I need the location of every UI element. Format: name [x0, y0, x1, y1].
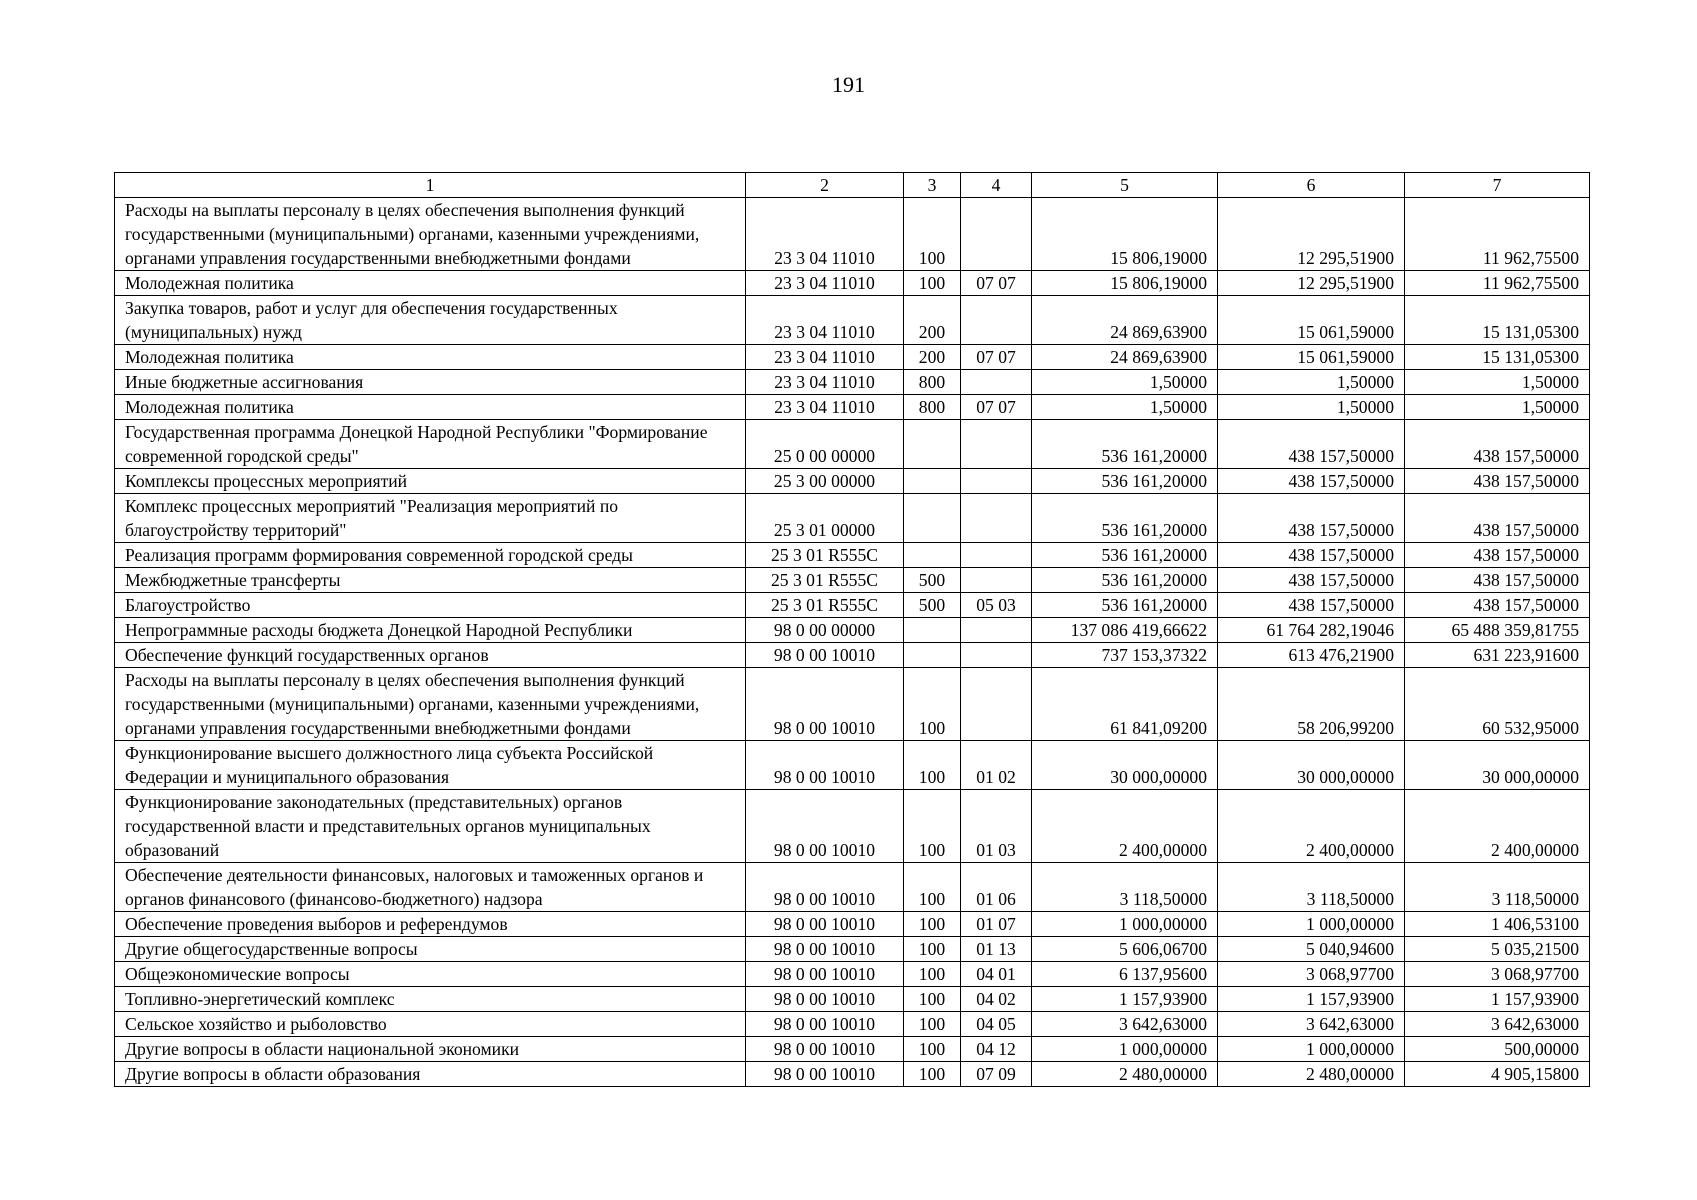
- row-value-7: 438 157,50000: [1405, 469, 1590, 494]
- table-row: [115, 469, 1590, 494]
- row-value-5: 536 161,20000: [1032, 543, 1218, 568]
- row-section: [961, 198, 1032, 271]
- row-expense-type: 800: [904, 370, 961, 395]
- row-section: 07 07: [961, 395, 1032, 420]
- row-value-7: 30 000,00000: [1405, 741, 1590, 790]
- row-value-7: 438 157,50000: [1405, 420, 1590, 469]
- row-name: Другие общегосударственные вопросы: [115, 937, 746, 962]
- row-expense-type: 100: [904, 937, 961, 962]
- header-col-6: 6: [1218, 173, 1405, 198]
- row-value-7: 3 068,97700: [1405, 962, 1590, 987]
- row-value-7: 60 532,95000: [1405, 668, 1590, 741]
- table-row: [115, 987, 1590, 1012]
- row-value-7: 5 035,21500: [1405, 937, 1590, 962]
- row-value-6: 2 400,00000: [1218, 790, 1405, 863]
- row-target-code: 98 0 00 10010: [746, 987, 904, 1012]
- row-target-code: 98 0 00 10010: [746, 643, 904, 668]
- row-name: Реализация программ формирования современной городской среды: [115, 543, 746, 568]
- row-section: 04 05: [961, 1012, 1032, 1037]
- row-name: Молодежная политика: [115, 345, 746, 370]
- table-row: [115, 1012, 1590, 1037]
- row-target-code: 23 3 04 11010: [746, 395, 904, 420]
- row-value-5: 1 000,00000: [1032, 912, 1218, 937]
- row-target-code: 98 0 00 10010: [746, 962, 904, 987]
- row-expense-type: [904, 420, 961, 469]
- row-target-code: 98 0 00 10010: [746, 912, 904, 937]
- header-col-5: 5: [1032, 173, 1218, 198]
- row-name: Непрограммные расходы бюджета Донецкой Народной Республики: [115, 618, 746, 643]
- row-section: 01 03: [961, 790, 1032, 863]
- row-value-5: 1 000,00000: [1032, 1037, 1218, 1062]
- row-expense-type: [904, 543, 961, 568]
- row-expense-type: 100: [904, 987, 961, 1012]
- header-row: [115, 173, 1590, 198]
- row-expense-type: 100: [904, 863, 961, 912]
- row-expense-type: [904, 469, 961, 494]
- row-section: [961, 370, 1032, 395]
- row-expense-type: 100: [904, 790, 961, 863]
- row-name: Топливно-энергетический комплекс: [115, 987, 746, 1012]
- row-value-6: 1,50000: [1218, 370, 1405, 395]
- table-row: [115, 271, 1590, 296]
- table-row: [115, 296, 1590, 345]
- table-row: [115, 543, 1590, 568]
- row-section: [961, 543, 1032, 568]
- row-section: 01 02: [961, 741, 1032, 790]
- table-row: [115, 198, 1590, 271]
- row-section: 04 01: [961, 962, 1032, 987]
- row-expense-type: 100: [904, 271, 961, 296]
- row-value-6: 15 061,59000: [1218, 345, 1405, 370]
- row-name: Комплекс процессных мероприятий "Реализация мероприятий по благоустройству территорий": [115, 494, 746, 543]
- row-name: Обеспечение деятельности финансовых, налоговых и таможенных органов и органов финансового (финансово-бюджетного) надзора: [115, 863, 746, 912]
- table-row: [115, 1062, 1590, 1087]
- row-value-5: 6 137,95600: [1032, 962, 1218, 987]
- row-value-5: 536 161,20000: [1032, 593, 1218, 618]
- row-target-code: 25 3 01 R555С: [746, 543, 904, 568]
- row-target-code: 25 3 01 R555С: [746, 568, 904, 593]
- row-value-7: 631 223,91600: [1405, 643, 1590, 668]
- row-target-code: 98 0 00 00000: [746, 618, 904, 643]
- row-section: [961, 469, 1032, 494]
- row-name: Обеспечение проведения выборов и референдумов: [115, 912, 746, 937]
- row-value-5: 1,50000: [1032, 395, 1218, 420]
- row-value-7: 1,50000: [1405, 395, 1590, 420]
- row-name: Другие вопросы в области национальной экономики: [115, 1037, 746, 1062]
- row-value-6: 2 480,00000: [1218, 1062, 1405, 1087]
- row-name: Благоустройство: [115, 593, 746, 618]
- row-expense-type: [904, 643, 961, 668]
- row-value-7: 438 157,50000: [1405, 494, 1590, 543]
- row-value-5: 1 157,93900: [1032, 987, 1218, 1012]
- row-section: 07 07: [961, 271, 1032, 296]
- row-value-6: 438 157,50000: [1218, 593, 1405, 618]
- row-value-6: 30 000,00000: [1218, 741, 1405, 790]
- row-value-7: 4 905,15800: [1405, 1062, 1590, 1087]
- header-col-7: 7: [1405, 173, 1590, 198]
- row-value-6: 12 295,51900: [1218, 198, 1405, 271]
- table-body: [115, 198, 1590, 1087]
- row-value-5: 1,50000: [1032, 370, 1218, 395]
- table-row: [115, 420, 1590, 469]
- row-expense-type: 500: [904, 593, 961, 618]
- page-number: 191: [832, 72, 865, 97]
- row-expense-type: 100: [904, 741, 961, 790]
- row-value-7: 1,50000: [1405, 370, 1590, 395]
- row-expense-type: 200: [904, 296, 961, 345]
- row-name: Межбюджетные трансферты: [115, 568, 746, 593]
- row-value-5: 536 161,20000: [1032, 568, 1218, 593]
- row-section: 01 06: [961, 863, 1032, 912]
- row-expense-type: 500: [904, 568, 961, 593]
- row-value-7: 65 488 359,81755: [1405, 618, 1590, 643]
- row-expense-type: 100: [904, 668, 961, 741]
- row-name: Закупка товаров, работ и услуг для обеспечения государственных (муниципальных) нужд: [115, 296, 746, 345]
- table-row: [115, 962, 1590, 987]
- row-section: [961, 296, 1032, 345]
- row-value-5: 30 000,00000: [1032, 741, 1218, 790]
- row-target-code: 98 0 00 10010: [746, 668, 904, 741]
- row-value-5: 15 806,19000: [1032, 198, 1218, 271]
- row-expense-type: 100: [904, 198, 961, 271]
- row-name: Функционирование высшего должностного лица субъекта Российской Федерации и муниципального образования: [115, 741, 746, 790]
- row-target-code: 23 3 04 11010: [746, 370, 904, 395]
- table-row: [115, 790, 1590, 863]
- row-name: Молодежная политика: [115, 395, 746, 420]
- table-row: [115, 741, 1590, 790]
- row-expense-type: 100: [904, 1012, 961, 1037]
- row-value-6: 5 040,94600: [1218, 937, 1405, 962]
- row-value-5: 2 480,00000: [1032, 1062, 1218, 1087]
- row-value-6: 1,50000: [1218, 395, 1405, 420]
- row-target-code: 98 0 00 10010: [746, 937, 904, 962]
- row-value-7: 438 157,50000: [1405, 568, 1590, 593]
- header-col-3: 3: [904, 173, 961, 198]
- row-value-5: 2 400,00000: [1032, 790, 1218, 863]
- row-value-6: 1 157,93900: [1218, 987, 1405, 1012]
- row-value-5: 24 869,63900: [1032, 296, 1218, 345]
- row-value-6: 12 295,51900: [1218, 271, 1405, 296]
- row-section: [961, 668, 1032, 741]
- row-expense-type: 100: [904, 1037, 961, 1062]
- row-expense-type: 800: [904, 395, 961, 420]
- row-name: Обеспечение функций государственных органов: [115, 643, 746, 668]
- row-value-5: 536 161,20000: [1032, 469, 1218, 494]
- row-value-7: 500,00000: [1405, 1037, 1590, 1062]
- row-value-5: 536 161,20000: [1032, 420, 1218, 469]
- table-row: [115, 568, 1590, 593]
- row-expense-type: 100: [904, 962, 961, 987]
- row-value-7: 438 157,50000: [1405, 593, 1590, 618]
- row-target-code: 98 0 00 10010: [746, 790, 904, 863]
- row-value-6: 1 000,00000: [1218, 1037, 1405, 1062]
- row-value-5: 61 841,09200: [1032, 668, 1218, 741]
- row-value-5: 5 606,06700: [1032, 937, 1218, 962]
- row-name: Комплексы процессных мероприятий: [115, 469, 746, 494]
- row-name: Расходы на выплаты персоналу в целях обеспечения выполнения функций государственными (муниципальными) органами, казенными учреждениями, органами управления государственными внебюджетными фондами: [115, 198, 746, 271]
- table-row: [115, 863, 1590, 912]
- table-row: [115, 494, 1590, 543]
- row-expense-type: [904, 618, 961, 643]
- row-name: Общеэкономические вопросы: [115, 962, 746, 987]
- row-target-code: 23 3 04 11010: [746, 345, 904, 370]
- row-section: [961, 420, 1032, 469]
- row-expense-type: 200: [904, 345, 961, 370]
- row-section: 01 07: [961, 912, 1032, 937]
- row-section: [961, 568, 1032, 593]
- table-header: [115, 173, 1590, 198]
- row-value-7: 3 118,50000: [1405, 863, 1590, 912]
- row-section: 04 12: [961, 1037, 1032, 1062]
- budget-table: [114, 172, 1590, 1087]
- row-value-5: 536 161,20000: [1032, 494, 1218, 543]
- row-value-6: 438 157,50000: [1218, 568, 1405, 593]
- header-col-4: 4: [961, 173, 1032, 198]
- row-expense-type: 100: [904, 1062, 961, 1087]
- row-target-code: 98 0 00 10010: [746, 1012, 904, 1037]
- row-value-7: 3 642,63000: [1405, 1012, 1590, 1037]
- row-value-7: 1 157,93900: [1405, 987, 1590, 1012]
- row-value-6: 1 000,00000: [1218, 912, 1405, 937]
- row-target-code: 25 0 00 00000: [746, 420, 904, 469]
- row-name: Сельское хозяйство и рыболовство: [115, 1012, 746, 1037]
- row-name: Расходы на выплаты персоналу в целях обеспечения выполнения функций государственными (муниципальными) органами, казенными учреждениями, органами управления государственными внебюджетными фондами: [115, 668, 746, 741]
- row-target-code: 98 0 00 10010: [746, 863, 904, 912]
- row-section: 07 09: [961, 1062, 1032, 1087]
- header-col-2: 2: [746, 173, 904, 198]
- row-target-code: 98 0 00 10010: [746, 741, 904, 790]
- row-value-6: 58 206,99200: [1218, 668, 1405, 741]
- row-section: [961, 618, 1032, 643]
- row-value-7: 2 400,00000: [1405, 790, 1590, 863]
- table-row: [115, 618, 1590, 643]
- row-value-5: 15 806,19000: [1032, 271, 1218, 296]
- table-row: [115, 643, 1590, 668]
- row-value-6: 3 642,63000: [1218, 1012, 1405, 1037]
- row-name: Другие вопросы в области образования: [115, 1062, 746, 1087]
- row-value-5: 3 642,63000: [1032, 1012, 1218, 1037]
- table-row: [115, 345, 1590, 370]
- row-value-5: 24 869,63900: [1032, 345, 1218, 370]
- row-value-7: 11 962,75500: [1405, 271, 1590, 296]
- row-target-code: 23 3 04 11010: [746, 271, 904, 296]
- row-value-6: 61 764 282,19046: [1218, 618, 1405, 643]
- row-value-6: 3 068,97700: [1218, 962, 1405, 987]
- row-value-6: 438 157,50000: [1218, 420, 1405, 469]
- row-value-7: 11 962,75500: [1405, 198, 1590, 271]
- row-expense-type: 100: [904, 912, 961, 937]
- row-value-7: 15 131,05300: [1405, 345, 1590, 370]
- row-name: Иные бюджетные ассигнования: [115, 370, 746, 395]
- row-target-code: 98 0 00 10010: [746, 1037, 904, 1062]
- table-row: [115, 912, 1590, 937]
- table-row: [115, 668, 1590, 741]
- row-value-7: 438 157,50000: [1405, 543, 1590, 568]
- row-section: 05 03: [961, 593, 1032, 618]
- row-value-5: 137 086 419,66622: [1032, 618, 1218, 643]
- row-value-6: 438 157,50000: [1218, 469, 1405, 494]
- row-target-code: 98 0 00 10010: [746, 1062, 904, 1087]
- row-section: 01 13: [961, 937, 1032, 962]
- row-name: Функционирование законодательных (представительных) органов государственной власти и представительных органов муниципальных образований: [115, 790, 746, 863]
- table-row: [115, 593, 1590, 618]
- row-value-6: 613 476,21900: [1218, 643, 1405, 668]
- row-target-code: 25 3 01 00000: [746, 494, 904, 543]
- row-section: [961, 494, 1032, 543]
- header-col-1: 1: [115, 173, 746, 198]
- row-target-code: 25 3 00 00000: [746, 469, 904, 494]
- row-target-code: 23 3 04 11010: [746, 198, 904, 271]
- row-value-6: 15 061,59000: [1218, 296, 1405, 345]
- row-value-6: 438 157,50000: [1218, 543, 1405, 568]
- row-expense-type: [904, 494, 961, 543]
- row-value-5: 737 153,37322: [1032, 643, 1218, 668]
- row-value-5: 3 118,50000: [1032, 863, 1218, 912]
- row-name: Молодежная политика: [115, 271, 746, 296]
- row-value-6: 438 157,50000: [1218, 494, 1405, 543]
- row-target-code: 25 3 01 R555С: [746, 593, 904, 618]
- row-target-code: 23 3 04 11010: [746, 296, 904, 345]
- table-row: [115, 395, 1590, 420]
- row-value-6: 3 118,50000: [1218, 863, 1405, 912]
- row-section: 04 02: [961, 987, 1032, 1012]
- table-row: [115, 370, 1590, 395]
- row-section: [961, 643, 1032, 668]
- row-value-7: 15 131,05300: [1405, 296, 1590, 345]
- table-row: [115, 1037, 1590, 1062]
- row-section: 07 07: [961, 345, 1032, 370]
- table-row: [115, 937, 1590, 962]
- row-value-7: 1 406,53100: [1405, 912, 1590, 937]
- row-name: Государственная программа Донецкой Народной Республики "Формирование современной городской среды": [115, 420, 746, 469]
